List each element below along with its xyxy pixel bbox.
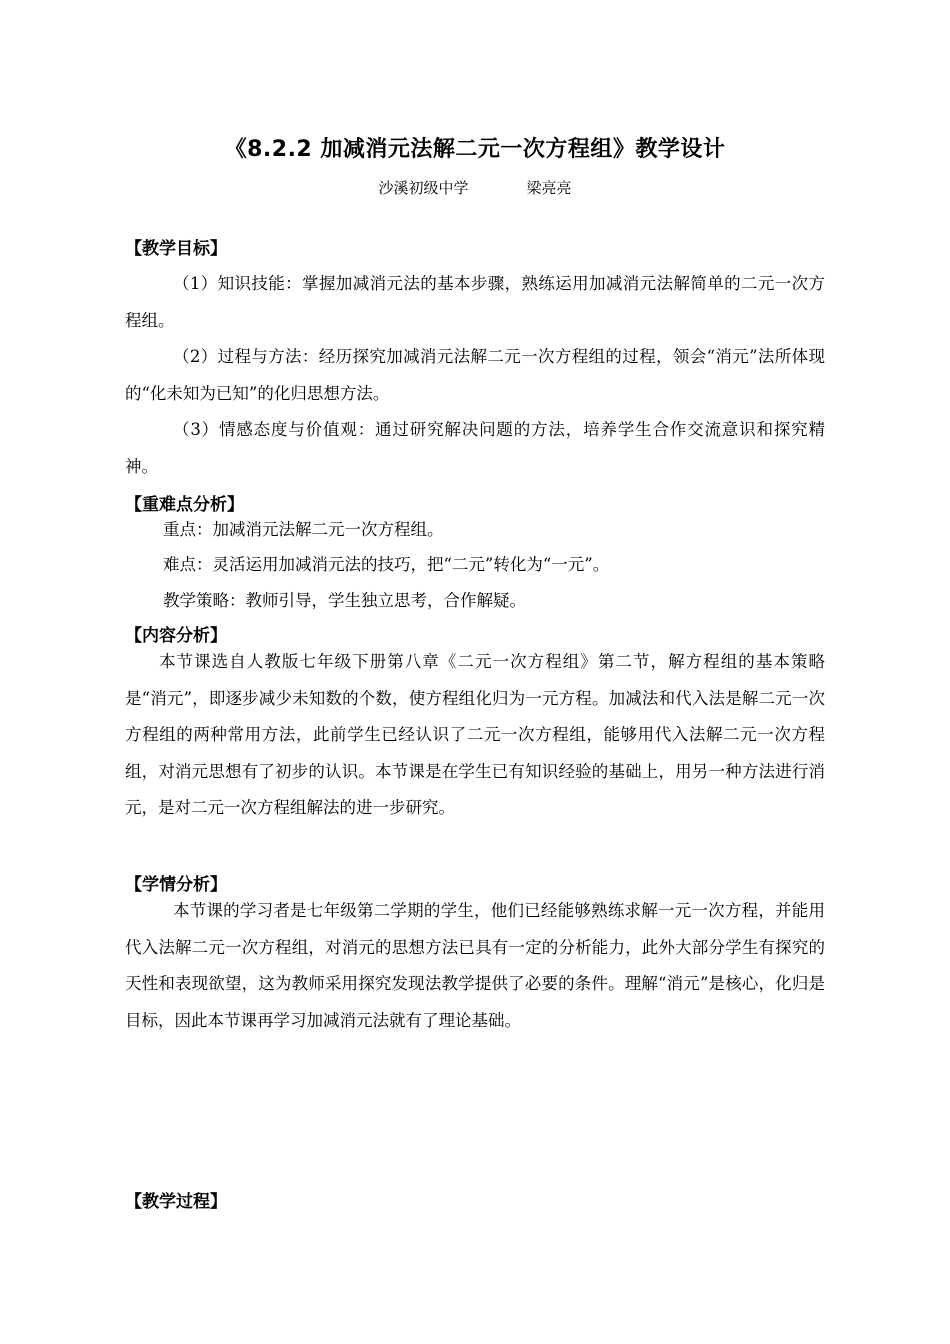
heading-objectives: 【教学目标】 — [125, 239, 227, 259]
objective-item: （1）知识技能：掌握加减消元法的基本步骤，熟练运用加减消元法解简单的二元一次方程组。 — [125, 274, 825, 330]
heading-content: 【内容分析】 — [125, 626, 227, 646]
heading-keypoints: 【重难点分析】 — [125, 495, 244, 515]
content-paragraph: 本节课选自人教版七年级下册第八章《二元一次方程组》第二节，解方程组的基本策略是“消元”，即逐步减少未知数的个数，使方程组化归为一元方程。加减法和代入法是解二元一次方程组的两种常用方法，此前学生已经认识了二元一次方程组，能够用代入法解二元一次方程组，对消元思想有了初步的认识。本节课是在学生已有知识经验的基础上，用另一种方法进行消元，是对二元一次方程组解法的进一步研究。 — [125, 652, 825, 817]
focus-text: 重点：加减消元法解二元一次方程组。 — [163, 520, 444, 539]
strategy-text: 教学策略：教师引导，学生独立思考，合作解疑。 — [163, 591, 526, 610]
heading-students: 【学情分析】 — [125, 875, 227, 895]
author-name: 梁亮亮 — [526, 179, 572, 197]
difficulty-text: 难点：灵活运用加减消元法的技巧，把“二元”转化为“一元”。 — [163, 555, 610, 574]
school-name: 沙溪初级中学 — [378, 179, 469, 197]
objective-item: （3）情感态度与价值观：通过研究解决问题的方法，培养学生合作交流意识和探究精神。 — [125, 420, 825, 476]
document-title: 《8.2.2 加减消元法解二元一次方程组》教学设计 — [224, 137, 726, 162]
objective-item: （2）过程与方法：经历探究加减消元法解二元一次方程组的过程，领会“消元”法所体现的“化未知为已知”的化归思想方法。 — [125, 347, 825, 403]
heading-process: 【教学过程】 — [125, 1192, 227, 1212]
byline — [0, 177, 950, 199]
students-paragraph: 本节课的学习者是七年级第二学期的学生，他们已经能够熟练求解一元一次方程，并能用代入法解二元一次方程组，对消元的思想方法已具有一定的分析能力，此外大部分学生有探究的天性和表现欲望，这为教师采用探究发现法教学提供了必要的条件。理解“消元”是核心，化归是目标，因此本节课再学习加减消元法就有了理论基础。 — [125, 901, 825, 1030]
